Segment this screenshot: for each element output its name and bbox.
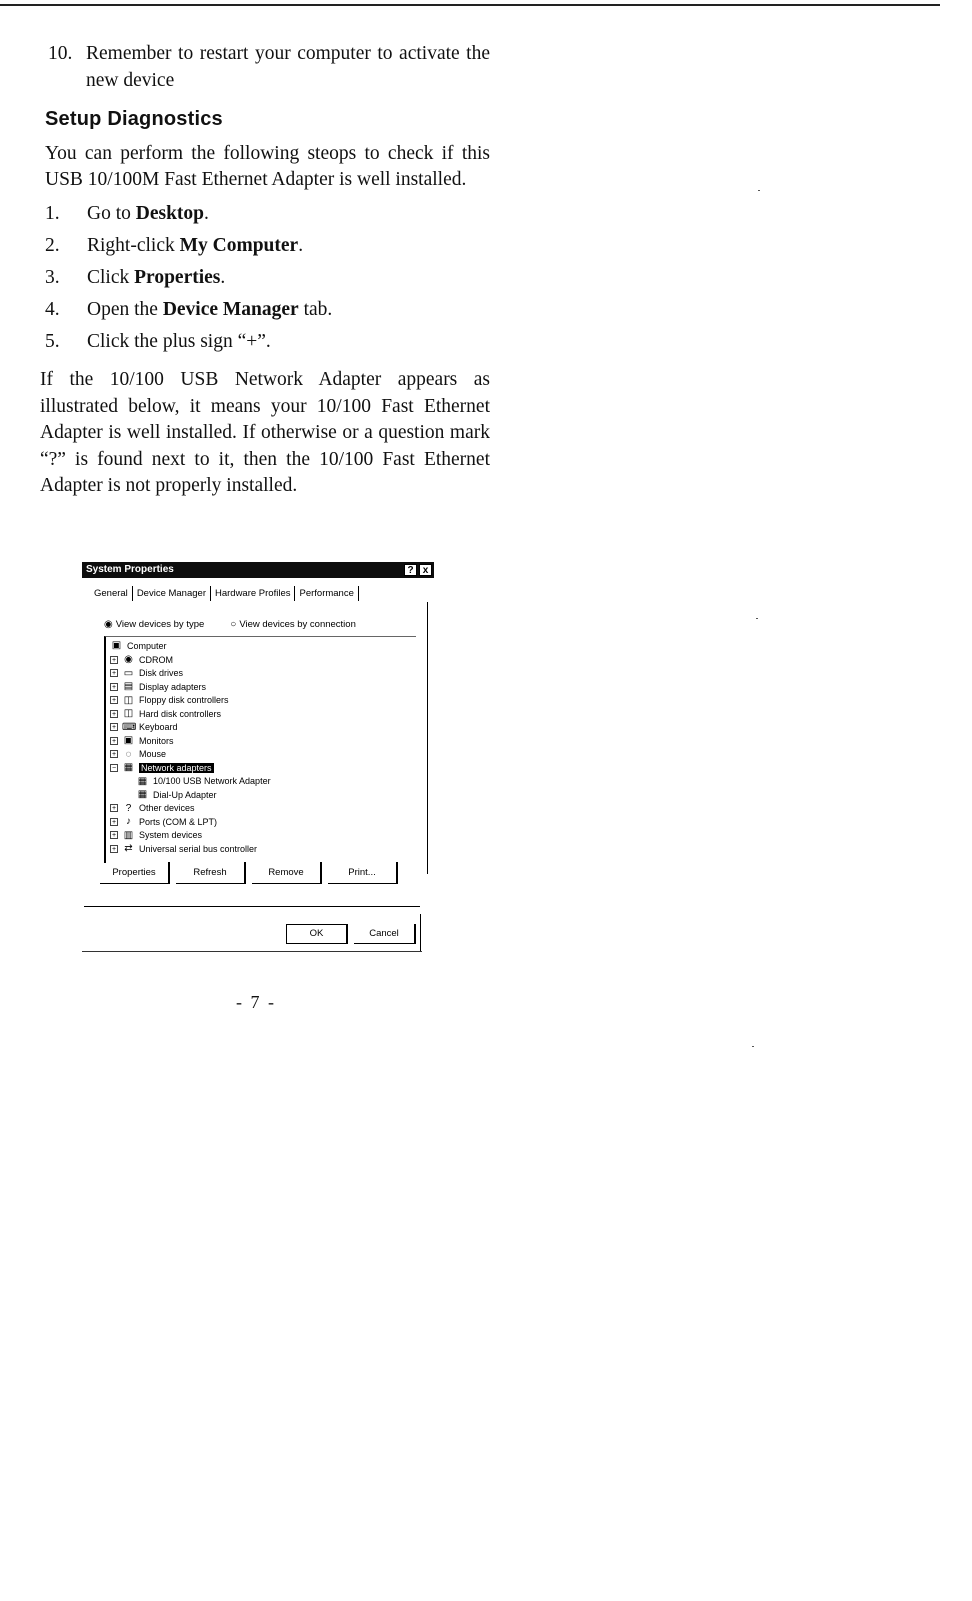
- network-card-icon: ▦: [137, 775, 148, 787]
- tree-item-network-adapters[interactable]: [110, 762, 214, 773]
- tree-item-label: Hard disk controllers: [139, 708, 222, 719]
- computer-icon: ▣: [111, 640, 122, 651]
- radio-view-by-type[interactable]: [104, 619, 204, 630]
- cdrom-icon: ◉: [124, 654, 133, 665]
- dialog-title: System Properties: [86, 564, 174, 575]
- tree-item-label: Ports (COM & LPT): [139, 816, 218, 827]
- collapse-icon[interactable]: −: [111, 764, 117, 772]
- tree-item-label: Computer: [127, 640, 167, 651]
- expand-icon[interactable]: +: [111, 845, 117, 853]
- floppy-controller-icon: ◫: [123, 694, 134, 706]
- radio-view-by-connection-label: View devices by connection: [239, 619, 356, 630]
- tree-item[interactable]: [110, 816, 217, 827]
- step-item: [45, 297, 490, 323]
- radio-view-by-type-label: View devices by type: [115, 619, 205, 630]
- intro-paragraph: You can perform the following steops to check if this USB 10/100M Fast Ethernet Adapter is well installed.: [45, 143, 490, 190]
- tree-item-label: System devices: [139, 830, 203, 840]
- remove-button[interactable]: Remove: [252, 862, 322, 884]
- expand-icon[interactable]: +: [111, 683, 117, 691]
- step-10-number: 10.: [48, 43, 73, 64]
- step-text: Right-click My Computer.: [87, 235, 304, 256]
- display-adapter-icon: ▤: [123, 681, 134, 692]
- tab-hardware-profiles[interactable]: Hardware Profiles: [211, 586, 296, 601]
- tree-item[interactable]: [110, 803, 195, 814]
- close-button[interactable]: x: [419, 564, 432, 576]
- tab-general[interactable]: General: [90, 586, 133, 601]
- tab-device-manager[interactable]: Device Manager: [133, 586, 211, 601]
- step-text: Click Properties.: [87, 267, 226, 288]
- expand-icon[interactable]: +: [111, 818, 117, 826]
- step-item: [45, 201, 490, 227]
- step-number: 2.: [45, 235, 60, 256]
- tree-item-label: Monitors: [139, 735, 174, 746]
- dialog-edge: [420, 914, 421, 951]
- radio-unselected-icon: ○: [230, 619, 237, 630]
- hard-disk-controller-icon: ◫: [123, 708, 134, 719]
- result-paragraph: If the 10/100 USB Network Adapter appears as illustrated below, it means your 10/100 Fast Ethernet Adapter is well installed. If otherwise or a question mark “?” is found next to it, then the 10/100 Fast Ethernet Adapter is not properly installed.: [40, 369, 490, 496]
- step-text: Click the plus sign “+”.: [87, 331, 271, 352]
- tree-item-label-selected: Network adapters: [141, 762, 212, 773]
- tree-item-label: Dial-Up Adapter: [153, 789, 217, 800]
- refresh-button[interactable]: Refresh: [176, 862, 246, 884]
- tree-item-label: Universal serial bus controller: [139, 843, 258, 854]
- tree-item-label: Mouse: [139, 749, 167, 759]
- step-item: [45, 265, 490, 291]
- device-button-row: [100, 862, 420, 888]
- section-title: Setup Diagnostics: [45, 108, 223, 130]
- tree-item[interactable]: [110, 749, 166, 760]
- expand-icon[interactable]: +: [111, 656, 117, 664]
- expand-icon[interactable]: +: [111, 737, 117, 745]
- cancel-button[interactable]: Cancel: [354, 924, 416, 944]
- step-number: 3.: [45, 267, 60, 288]
- tree-item[interactable]: [110, 681, 206, 692]
- step-item: [45, 329, 490, 355]
- tree-item-usb-network-adapter[interactable]: [136, 776, 271, 787]
- expand-icon[interactable]: +: [111, 751, 117, 758]
- tree-item[interactable]: [110, 843, 257, 854]
- other-devices-icon: ?: [125, 802, 132, 814]
- tree-item[interactable]: [110, 668, 183, 679]
- ok-button[interactable]: OK: [286, 924, 348, 944]
- dialup-adapter-icon: ▦: [137, 789, 148, 800]
- tab-performance[interactable]: Performance: [295, 586, 358, 601]
- radio-view-by-connection[interactable]: [230, 619, 356, 630]
- ports-icon: ♪: [126, 816, 131, 827]
- step-10: [48, 40, 490, 94]
- expand-icon[interactable]: +: [111, 724, 117, 731]
- expand-icon[interactable]: +: [111, 805, 117, 812]
- step-number: 1.: [45, 203, 60, 224]
- tab-panel-border: [427, 602, 428, 874]
- keyboard-icon: ⌨: [122, 721, 137, 733]
- tree-item-label: Floppy disk controllers: [139, 695, 229, 705]
- tree-item[interactable]: [110, 708, 221, 719]
- dialog-separator: [84, 906, 420, 907]
- tree-item[interactable]: [110, 830, 202, 841]
- print-button[interactable]: Print...: [328, 862, 398, 884]
- monitor-icon: ▣: [123, 735, 134, 746]
- expand-icon[interactable]: +: [111, 697, 117, 704]
- dialog-bottom-edge: [82, 951, 422, 952]
- scan-speck: [756, 618, 758, 619]
- scan-speck: [752, 1046, 754, 1047]
- properties-button[interactable]: Properties: [100, 862, 170, 884]
- usb-controller-icon: ⇄: [124, 843, 133, 854]
- tree-item[interactable]: [110, 722, 178, 733]
- expand-icon[interactable]: +: [111, 832, 117, 839]
- step-text: Go to Desktop.: [87, 203, 209, 224]
- view-options: [104, 619, 356, 630]
- tree-item[interactable]: [110, 640, 167, 651]
- tree-item-label: Display adapters: [139, 681, 207, 692]
- tree-item-label: CDROM: [139, 654, 173, 665]
- tree-item-label: 10/100 USB Network Adapter: [153, 776, 271, 786]
- tab-strip: [90, 586, 359, 601]
- step-list: [40, 201, 490, 355]
- network-adapter-icon: ▦: [123, 762, 134, 773]
- step-10-text: Remember to restart your computer to activate the new device: [86, 43, 490, 91]
- document-body: [40, 40, 490, 500]
- tree-item[interactable]: [136, 789, 217, 800]
- help-button[interactable]: ?: [404, 564, 417, 576]
- tree-item-label: Other devices: [139, 803, 195, 813]
- mouse-icon: ◌: [125, 748, 132, 760]
- tree-item[interactable]: [110, 735, 174, 746]
- radio-selected-icon: ◉: [104, 619, 113, 630]
- step-number: 4.: [45, 299, 60, 320]
- page-number: - 7 -: [236, 992, 276, 1012]
- tree-item-label: Keyboard: [139, 722, 178, 732]
- system-properties-dialog: [82, 562, 434, 952]
- tree-item-label: Disk drives: [139, 668, 184, 678]
- dialog-titlebar: [82, 562, 434, 578]
- scan-speck: [758, 190, 760, 191]
- tree-item[interactable]: [110, 695, 229, 706]
- step-number: 5.: [45, 331, 60, 352]
- step-item: [45, 233, 490, 259]
- expand-icon[interactable]: +: [111, 710, 117, 718]
- tree-item[interactable]: [110, 654, 173, 665]
- expand-icon[interactable]: +: [111, 670, 117, 677]
- top-rule: [0, 4, 940, 6]
- step-text: Open the Device Manager tab.: [87, 299, 333, 320]
- system-devices-icon: ▥: [123, 829, 134, 841]
- disk-drive-icon: ▭: [123, 667, 134, 679]
- device-tree: [104, 636, 416, 863]
